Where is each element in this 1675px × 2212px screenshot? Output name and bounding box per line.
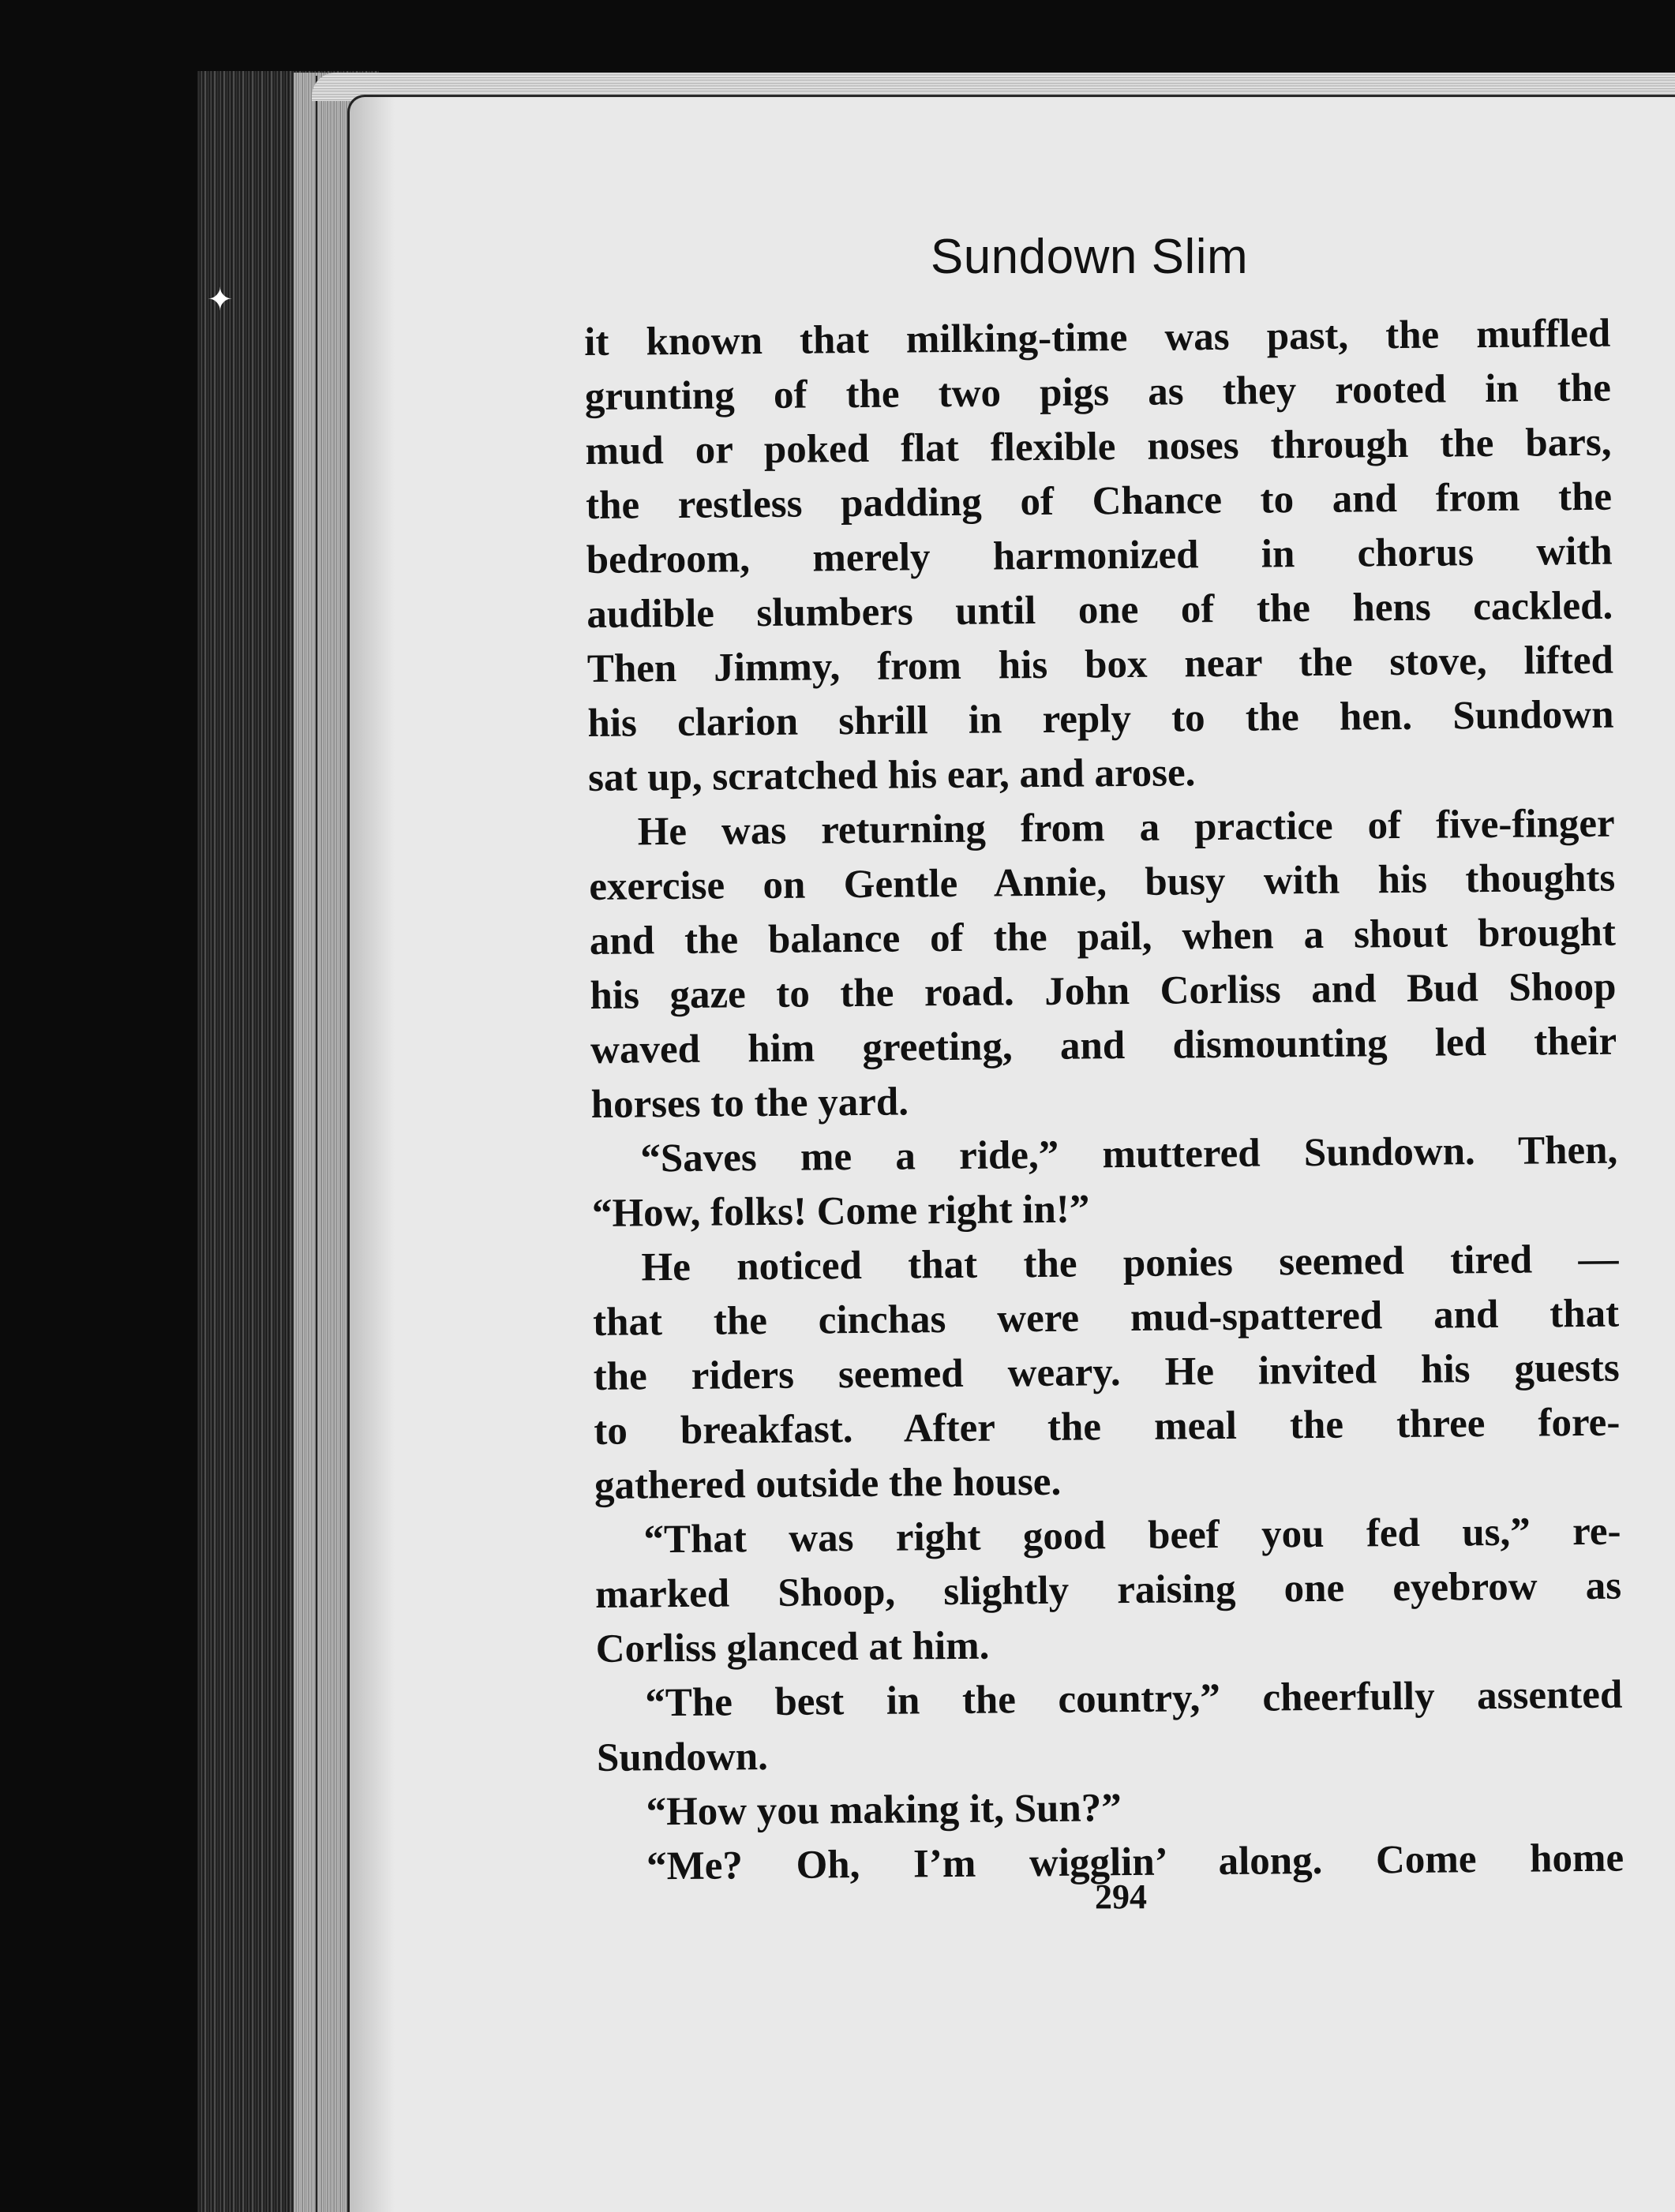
text-line: Then Jimmy, from his box near the stove, lifted	[586, 638, 1614, 691]
text-line: He noticed that the ponies seemed tired —	[641, 1237, 1619, 1290]
text-line: “That was right good beef you fed us,” re-	[643, 1509, 1621, 1563]
text-line: that the cinchas were mud-spattered and that	[592, 1291, 1620, 1345]
text-line: to breakfast. After the meal the three fore-	[594, 1400, 1621, 1454]
text-line: “How, folks! Come right in!”	[591, 1187, 1090, 1236]
text-line: his clarion shrill in reply to the hen. Sundown	[587, 692, 1614, 746]
text-line: Corliss glanced at him.	[595, 1623, 990, 1671]
text-line: He was returning from a practice of five-finger	[637, 801, 1615, 855]
text-line: grunting of the two pigs as they rooted in the	[584, 365, 1612, 419]
body-text	[584, 307, 1624, 1895]
text-line: waved him greeting, and dismounting led their	[590, 1019, 1617, 1072]
page-gutter-shadow	[347, 95, 395, 2212]
text-line: the restless padding of Chance to and from the	[585, 474, 1613, 528]
text-line: “Saves me a ride,” muttered Sundown. Then,	[640, 1128, 1618, 1181]
text-line: exercise on Gentle Annie, busy with his thoughts	[589, 855, 1616, 909]
running-head: Sundown Slim	[930, 230, 1249, 284]
text-line: his gaze to the road. John Corliss and Bud Shoop	[590, 964, 1617, 1018]
text-line: the riders seemed weary. He invited his guests	[593, 1346, 1620, 1399]
text-line: Sundown.	[596, 1735, 769, 1780]
text-line: “How you making it, Sun?”	[646, 1786, 1122, 1835]
text-line: and the balance of the pail, when a shout brought	[589, 910, 1617, 964]
text-line: marked Shoop, slightly raising one eyebrow as	[594, 1563, 1622, 1617]
text-line: “Me? Oh, I’m wigglin’ along. Come home	[646, 1836, 1624, 1889]
text-line: sat up, scratched his ear, and arose.	[587, 750, 1196, 800]
page-number: 294	[1095, 1877, 1147, 1916]
text-line: horses to the yard.	[590, 1080, 909, 1127]
text-line: gathered outside the house.	[594, 1459, 1062, 1508]
text-line: it known that milking-time was past, the muffled	[584, 311, 1611, 365]
text-line: bedroom, merely harmonized in chorus with	[586, 529, 1613, 582]
scan-speck-icon: ✦	[207, 282, 234, 318]
text-line: mud or poked flat flexible noses through the bars,	[585, 420, 1612, 473]
text-line: audible slumbers until one of the hens cackled.	[586, 583, 1613, 637]
text-line: “The best in the country,” cheerfully assented	[645, 1672, 1623, 1726]
